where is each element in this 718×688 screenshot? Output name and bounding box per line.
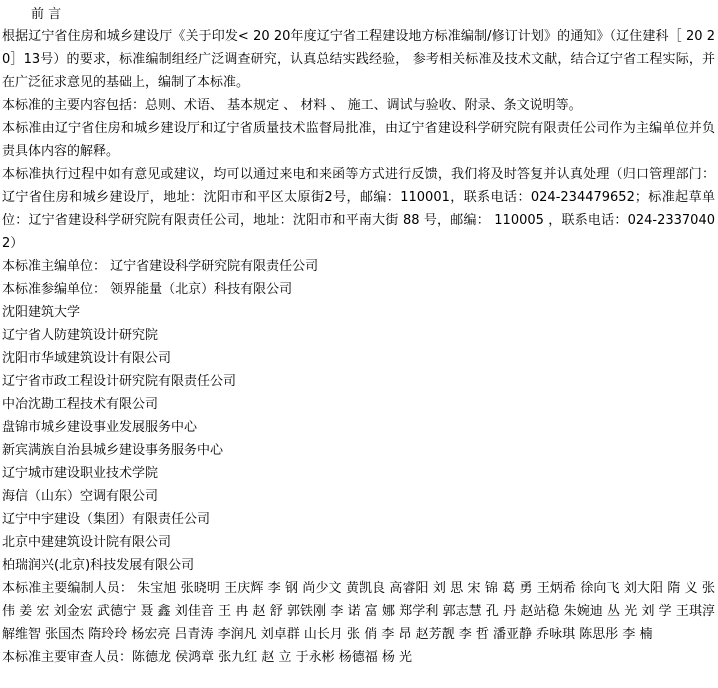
- feedback-paragraph: 本标准执行过程中如有意见或建议，均可以通过来电和来函等方式进行反馈，我们将及时答复并认真处理（归口管理部门：辽宁省住房和城乡建设厅，地址：沈阳市和平区太原街2号，邮编：110001，联系电话：024-234479652；标准起草单位：辽宁省建设科学研究院有限责任公司，地址：沈阳市和平南大街 88 号，邮编： 110005 ，联系电话：024-23370402）: [2, 167, 715, 251]
- intro-paragraph: 根据辽宁省住房和城乡建设厅《关于印发< 20 20年度辽宁省工程建设地方标准编制/修订计划》的通知》（辽住建科［ 20 20］13号）的要求，标准编制组经广泛调查研究，认真总结实践经验， 参考相关标准及技术文献，结合辽宁省工程实际，并在广泛征求意见的基础上，编制了本标准。: [2, 29, 715, 90]
- participating-unit: 新宾满族自治县城乡建设事务服务中心: [2, 443, 224, 458]
- participating-unit: 盘锦市城乡建设事业发展服务中心: [2, 420, 198, 435]
- drafters-paragraph: 本标准主要编制人员： 朱宝旭 张晓明 王庆辉 李 钢 尚少文 黄凯良 高睿阳 刘 思 宋 锦 葛 勇 王炳希 徐向飞 刘大阳 隋 义 张 伟 姜 宏 刘金宏 武德宁 聂 鑫 刘佳音 王 冉 赵 舒 郭铁刚 李 诺 富 娜 郑学利 郭志慧 孔 丹 赵站稳 朱婉迪 丛 光 刘 学 王琪淳 解维智 张国杰 隋玲玲 杨宏亮 吕青涛 李润凡 刘卓群 山长月 张 俏 李 昂 赵芳靓 李 哲 潘亚静 乔咏琪 陈思彤 李 楠: [2, 581, 715, 642]
- participating-unit: 辽宁中宇建设（集团）有限责任公司: [2, 512, 211, 527]
- chief-unit-line: 本标准主编单位： 辽宁省建设科学研究院有限责任公司: [2, 259, 319, 274]
- participating-unit: 辽宁省人防建筑设计研究院: [2, 328, 159, 343]
- participating-unit: 沈阳建筑大学: [2, 305, 81, 320]
- participating-unit: 海信（山东）空调有限公司: [2, 489, 159, 504]
- participating-unit: 辽宁城市建设职业技术学院: [2, 466, 159, 481]
- participating-unit: 柏瑞润兴(北京)科技发展有限公司: [2, 558, 195, 573]
- section-heading: 前 言: [31, 7, 62, 22]
- participating-unit: 中冶沈勘工程技术有限公司: [2, 397, 159, 412]
- content-paragraph: 本标准的主要内容包括：总则、术语、 基本规定 、 材料 、 施工、调试与验收、附录、条文说明等。: [2, 98, 582, 113]
- co-unit-first-line: 本标准参编单位： 领界能量（北京）科技有限公司: [2, 282, 293, 297]
- participating-units-list: [2, 301, 718, 577]
- participating-unit: 北京中建建筑设计院有限公司: [2, 535, 172, 550]
- participating-unit: 辽宁省市政工程设计研究院有限责任公司: [2, 374, 237, 389]
- participating-unit: 沈阳市华域建筑设计有限公司: [2, 351, 172, 366]
- approval-paragraph: 本标准由辽宁省住房和城乡建设厅和辽宁省质量技术监督局批准，由辽宁省建设科学研究院有限责任公司作为主编单位并负责具体内容的解释。: [2, 121, 715, 159]
- reviewers-line: 本标准主要审查人员：陈德龙 侯鸿章 张九红 赵 立 于永彬 杨德福 杨 光: [2, 650, 413, 665]
